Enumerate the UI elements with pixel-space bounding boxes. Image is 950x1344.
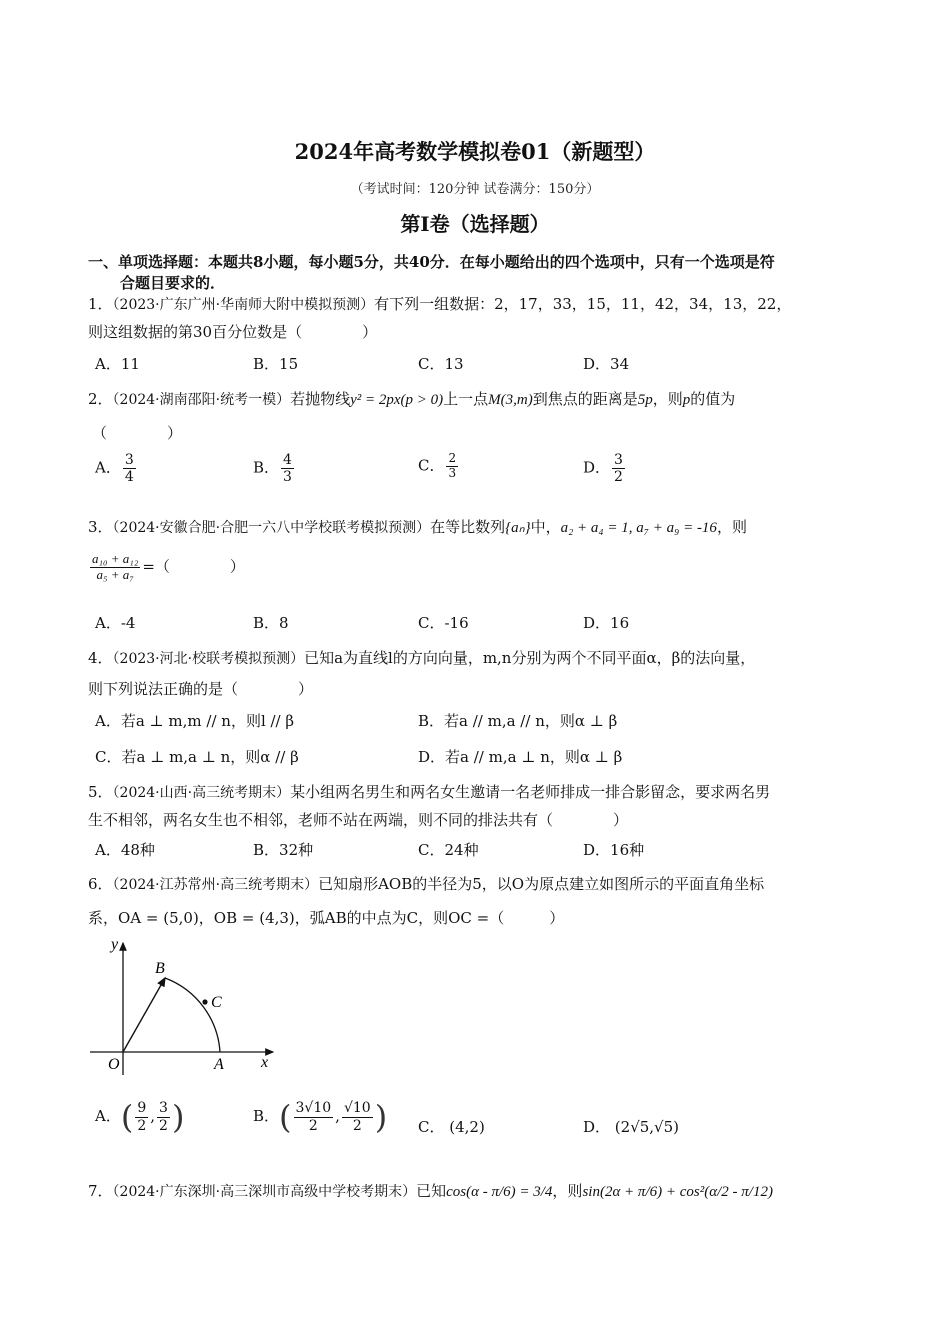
question-number: 1．: [88, 295, 113, 313]
section-heading-line2: 合题目要求的．: [120, 274, 226, 292]
question-2-line1: [88, 388, 735, 409]
denominator: 4: [124, 469, 134, 486]
fraction: [123, 452, 136, 485]
label-o: O: [108, 1056, 120, 1073]
numerator: √10: [343, 1100, 371, 1117]
question-source: （2024·江苏常州·高三统考期末）: [112, 877, 319, 893]
question-text: =（ ）: [142, 557, 245, 576]
question-text: ，则: [716, 518, 747, 536]
question-7-line1: [88, 1180, 773, 1201]
question-text: 在等比数列: [430, 518, 506, 536]
question-number: 7．: [88, 1182, 113, 1200]
q2-option-c[interactable]: [418, 452, 460, 481]
q5-option-c[interactable]: C．24种: [418, 841, 479, 859]
fraction: [157, 1100, 170, 1133]
question-5-line2: 生不相邻，两名女生也不相邻，老师不站在两端，则不同的排法共有（ ）: [88, 811, 629, 829]
q1-option-c[interactable]: C．13: [418, 355, 464, 373]
question-number: 6．: [88, 875, 113, 893]
question-number: 2．: [88, 390, 113, 408]
question-number: 5．: [88, 783, 113, 801]
q6-option-d[interactable]: D． (2√5,√5): [583, 1118, 680, 1136]
question-text: ，则: [552, 1182, 583, 1200]
question-text: 有下列一组数据：2，17，33，15，11，42，34，13，22，: [374, 295, 792, 313]
arc-ab: [165, 978, 220, 1052]
q2-option-b[interactable]: [253, 452, 296, 485]
option-label: A．: [95, 1107, 121, 1125]
math-expression: sin(2α + π/6) + cos²(α/2 - π/12): [582, 1184, 773, 1200]
question-source: （2024·湖南邵阳·统考一模）: [112, 392, 291, 408]
q1-option-a[interactable]: A．11: [95, 355, 140, 373]
q2-option-a[interactable]: [95, 452, 138, 485]
question-3-line1: [88, 516, 747, 537]
q4-option-d[interactable]: D．若a // m,a ⊥ n，则α ⊥ β: [418, 748, 623, 766]
fraction: [90, 552, 140, 583]
question-text: 若抛物线: [290, 390, 351, 408]
left-paren: (: [120, 1098, 134, 1136]
volume-title: 第I卷（选择题）: [400, 212, 550, 236]
denominator: 2: [308, 1117, 318, 1134]
q3-option-a[interactable]: A．-4: [95, 614, 136, 632]
q6-option-b[interactable]: B．( $\frac{3√10}{2}$ , $\frac{√10}{2}$ ): [253, 1098, 388, 1136]
option-label: C．: [418, 456, 445, 475]
question-number: 4．: [88, 649, 113, 667]
math-sequence: {aₙ}: [505, 520, 531, 536]
numerator: 3: [159, 1100, 168, 1117]
fraction: [342, 1100, 373, 1133]
fraction: [294, 1100, 334, 1133]
label-x: x: [261, 1054, 269, 1071]
question-text: 已知: [416, 1182, 447, 1200]
right-paren: ): [374, 1098, 388, 1136]
math-condition: a₂ + a₄ = 1, a₇ + a₉ = -16: [560, 520, 717, 536]
q1-option-b[interactable]: B．15: [253, 355, 299, 373]
q5-option-a[interactable]: A．48种: [95, 841, 155, 859]
math-given: cos(α - π/6) = 3/4: [446, 1184, 553, 1200]
label-c: C: [211, 994, 222, 1011]
denominator: 3: [448, 465, 457, 480]
q2-option-d[interactable]: [583, 452, 627, 485]
right-paren: ): [171, 1098, 185, 1136]
question-2-paren: （ ）: [92, 424, 183, 442]
q3-option-c[interactable]: C．-16: [418, 614, 469, 632]
denominator: 2: [352, 1117, 362, 1134]
fraction: [612, 452, 625, 485]
denominator: 2: [159, 1117, 168, 1134]
math-parabola: y² = 2px(p > 0): [350, 392, 444, 408]
question-source: （2024·山西·高三统考期末）: [112, 785, 291, 801]
q1-option-d[interactable]: D．34: [583, 355, 630, 373]
fraction: [446, 452, 458, 481]
question-source: （2023·广东广州·华南师大附中模拟预测）: [112, 297, 375, 313]
section-heading-line1: 一、单项选择题：本题共8小题，每小题5分，共40分．在每小题给出的四个选项中，只有一个选项是符: [88, 253, 775, 271]
sector-figure: [85, 935, 285, 1080]
q4-option-c[interactable]: C．若a ⊥ m,a ⊥ n，则α // β: [95, 748, 299, 766]
denominator: a₅ + a₇: [96, 566, 134, 582]
question-source: （2024·安徽合肥·合肥一六八中学校联考模拟预测）: [112, 520, 431, 536]
option-label: D．: [583, 458, 611, 477]
question-1-line2: 则这组数据的第30百分位数是（ ）: [88, 323, 378, 341]
math-p: p: [682, 392, 691, 408]
question-text: 已知扇形AOB的半径为5，以O为原点建立如图所示的平面直角坐标: [318, 875, 765, 893]
numerator: 4: [283, 452, 292, 468]
numerator: 9: [137, 1100, 147, 1117]
question-4-line1: [88, 647, 755, 668]
q4-option-b[interactable]: B．若a // m,a // n，则α ⊥ β: [418, 712, 618, 730]
label-a: A: [214, 1056, 224, 1073]
left-paren: (: [279, 1098, 292, 1136]
question-5-line1: [88, 781, 770, 802]
q5-option-d[interactable]: D．16种: [583, 841, 645, 859]
denominator: 2: [137, 1117, 147, 1134]
question-4-line2: 则下列说法正确的是（ ）: [88, 680, 314, 698]
question-3-line2: [88, 552, 245, 583]
question-6-line1: [88, 873, 764, 894]
option-label: B．: [253, 1107, 280, 1125]
q3-option-d[interactable]: D．16: [583, 614, 630, 632]
math-point: M(3,m): [488, 392, 533, 408]
question-source: （2024·广东深圳·高三深圳市高级中学校考期末）: [112, 1184, 417, 1200]
option-label: B．: [253, 458, 280, 477]
question-text: 到焦点的距离是: [532, 390, 638, 408]
question-text: ，则: [652, 390, 683, 408]
question-text: 上一点: [443, 390, 489, 408]
question-text: 中，: [530, 518, 561, 536]
label-b: B: [155, 960, 165, 977]
math-distance: 5p: [637, 392, 653, 408]
denominator: 3: [283, 469, 292, 486]
q3-option-b[interactable]: B．8: [253, 614, 289, 632]
numerator: 3: [614, 452, 623, 468]
label-y: y: [111, 936, 119, 953]
fraction: [281, 452, 294, 485]
q6-option-c[interactable]: C． (4,2): [418, 1118, 485, 1136]
numerator: 3: [124, 452, 134, 468]
point-c: [202, 999, 207, 1004]
vector-ob: [123, 978, 165, 1052]
fraction: [135, 1100, 148, 1133]
question-text: 某小组两名男生和两名女生邀请一名老师排成一排合影留念，要求两名男: [290, 783, 771, 801]
numerator: a₁₀ + a₁₂: [92, 551, 139, 566]
page-title: 2024年高考数学模拟卷01（新题型）: [294, 139, 656, 164]
question-number: 3．: [88, 518, 113, 536]
numerator: 2: [448, 451, 457, 465]
option-label: A．: [95, 458, 121, 477]
question-source: （2023·河北·校联考模拟预测）: [112, 651, 305, 667]
q5-option-b[interactable]: B．32种: [253, 841, 314, 859]
question-text: 的值为: [690, 390, 736, 408]
q6-option-a[interactable]: A．( $\frac{9}{2}$ , $\frac{3}{2}$ ): [95, 1098, 185, 1136]
exam-meta: （考试时间：120分钟 试卷满分：150分）: [350, 182, 600, 197]
q4-option-a[interactable]: A．若a ⊥ m,m // n，则l // β: [95, 712, 295, 730]
question-6-line2: 系，OA = (5,0)，OB = (4,3)，弧AB的中点为C，则OC =（ ）: [88, 909, 565, 927]
question-text: 已知a为直线l的方向向量，m,n分别为两个不同平面α，β的法向量，: [304, 649, 756, 667]
question-1-line1: [88, 293, 791, 314]
denominator: 2: [614, 469, 623, 486]
numerator: 3√10: [295, 1100, 332, 1117]
